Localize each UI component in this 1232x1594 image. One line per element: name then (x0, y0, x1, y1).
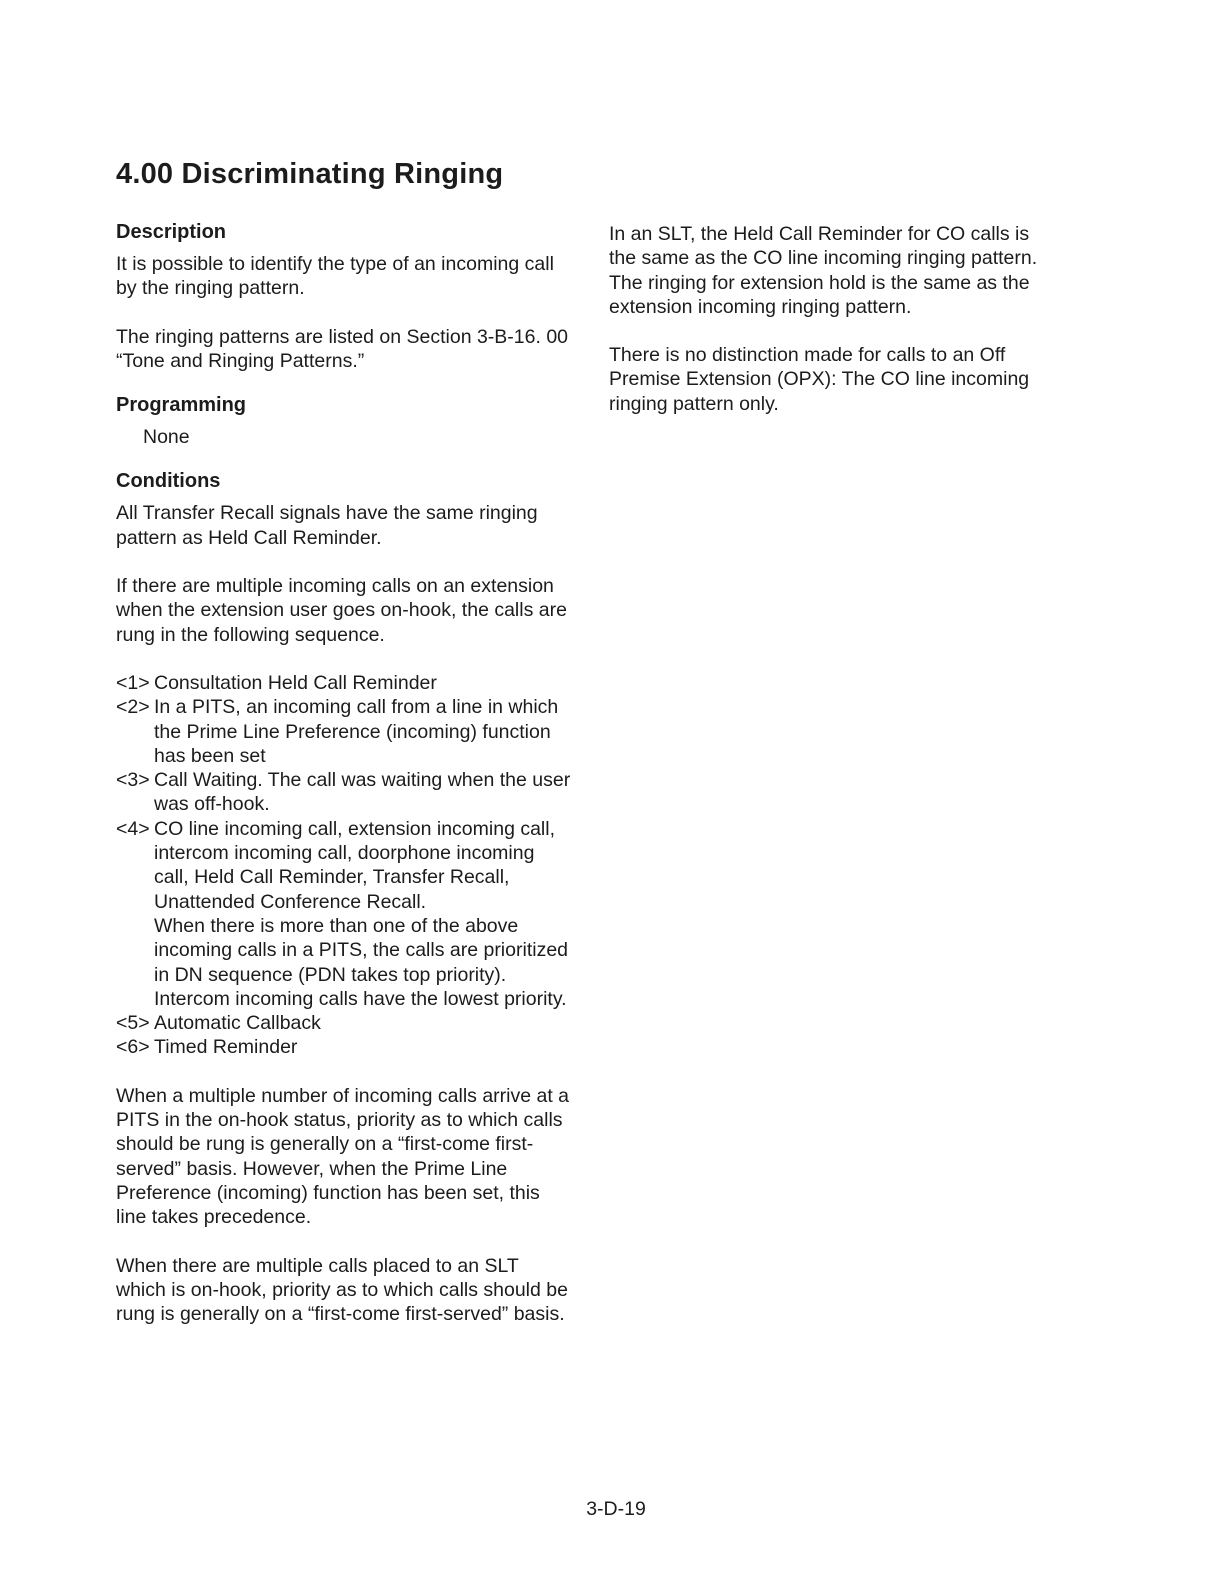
right-paragraph-2: There is no distinction made for calls to an Off Premise Extension (OPX): The CO line incoming ringing pattern only. (609, 344, 1030, 415)
conditions-paragraph-4: When there are multiple calls placed to an SLT which is on-hook, priority as to which calls should be rung is generally on a “first-come first-served” basis. (116, 1254, 568, 1326)
list-item-text: In a PITS, an incoming call from a line in which the Prime Line Preference (incoming) function has been set (154, 696, 559, 767)
list-item (116, 671, 571, 695)
list-item-number: <6> (116, 1036, 150, 1059)
conditions-paragraph-1: All Transfer Recall signals have the same ringing pattern as Held Call Reminder. (116, 502, 538, 549)
conditions-paragraph-3: When a multiple number of incoming calls arrive at a PITS in the on-hook status, priority as to which calls should be rung is generally on a “first-come first-served” basis. However, when the Prime Line Preference (incoming) function has been set, this line takes precedence. (116, 1084, 570, 1229)
list-item-text: CO line incoming call, extension incoming call, intercom incoming call, doorphone incoming call, Held Call Reminder, Transfer Recall, Unattended Conference Recall. (154, 817, 556, 913)
conditions-heading: Conditions (116, 470, 221, 493)
description-paragraph-2: The ringing patterns are listed on Section 3-B-16. 00 “Tone and Ringing Patterns.” (116, 325, 569, 372)
ringing-sequence-list (116, 671, 571, 1060)
list-item (116, 1035, 571, 1059)
left-column (116, 220, 571, 1326)
page-number: 3-D-19 (586, 1498, 646, 1520)
list-item-number: <3> (116, 769, 150, 792)
programming-value: None (143, 426, 190, 449)
right-paragraph-1: In an SLT, the Held Call Reminder for CO calls is the same as the CO line incoming ringing pattern. The ringing for extension hold is the same as the extension incoming ringing pattern. (609, 223, 1038, 318)
list-item-text: Timed Reminder (154, 1036, 298, 1059)
conditions-paragraph-2: If there are multiple incoming calls on an extension when the extension user goes on-hook, the calls are rung in the following sequence. (116, 575, 567, 646)
list-item-text: Call Waiting. The call was waiting when the user was off-hook. (154, 769, 571, 816)
section-title: 4.00 Discriminating Ringing (116, 158, 504, 190)
description-heading: Description (116, 221, 227, 243)
list-item-number: <2> (116, 696, 150, 719)
list-item (116, 817, 571, 1011)
right-column (609, 222, 1049, 416)
list-item (116, 1011, 571, 1035)
list-item (116, 768, 571, 817)
list-item-number: <5> (116, 1012, 150, 1035)
list-item (116, 695, 571, 768)
list-item-number: <4> (116, 817, 150, 840)
description-paragraph-1: It is possible to identify the type of an incoming call by the ringing pattern. (116, 253, 554, 300)
list-item-number: <1> (116, 671, 150, 694)
list-item-text: Consultation Held Call Reminder (154, 671, 437, 694)
list-item-text: Automatic Callback (154, 1012, 321, 1035)
programming-heading: Programming (116, 394, 247, 417)
list-item-note: When there is more than one of the above incoming calls in a PITS, the calls are prioritized in DN sequence (PDN takes top priority). Intercom incoming calls have the lowest priority. (154, 914, 569, 1010)
